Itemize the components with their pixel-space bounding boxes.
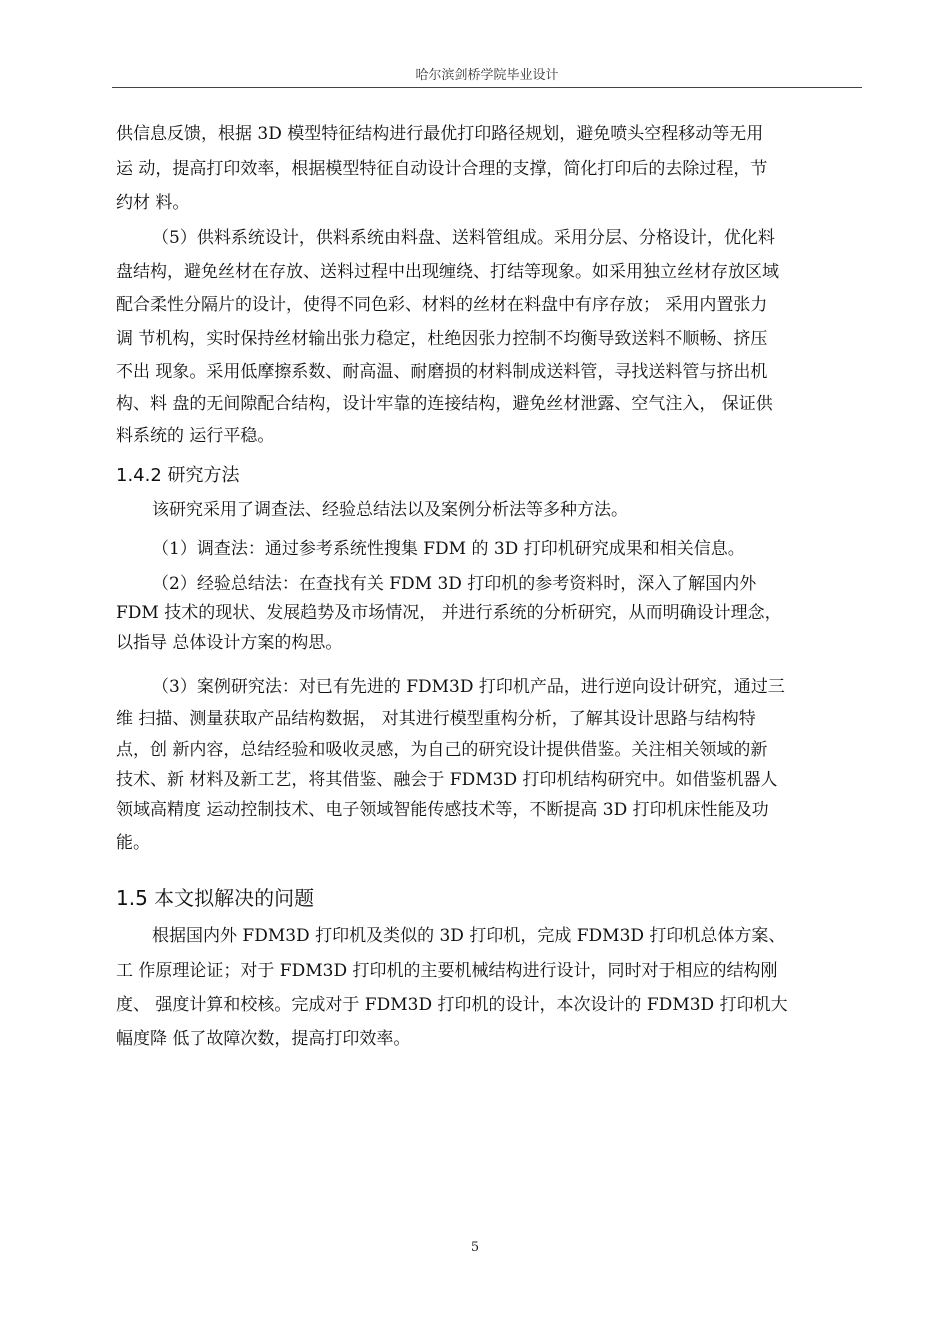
- body-line: （5）供料系统设计，供料系统由料盘、送料管组成。采用分层、分格设计，优化料: [152, 228, 775, 248]
- body-line: 幅度降 低了故障次数，提高打印效率。: [116, 1029, 411, 1049]
- body-line: 以指导 总体设计方案的构思。: [116, 633, 343, 653]
- section-heading-1-4-2: 1.4.2 研究方法: [116, 465, 240, 486]
- body-line: 点，创 新内容，总结经验和吸收灵感，为自己的研究设计提供借鉴。关注相关领域的新: [116, 740, 768, 760]
- body-line: 料系统的 运行平稳。: [116, 426, 275, 446]
- body-line: 该研究采用了调查法、经验总结法以及案例分析法等多种方法。: [152, 500, 628, 520]
- header-rule: [112, 87, 862, 88]
- body-line: 构、料 盘的无间隙配合结构，设计牢靠的连接结构，避免丝材泄露、空气注入， 保证供: [116, 394, 773, 414]
- body-line: 运 动，提高打印效率，根据模型特征自动设计合理的支撑，简化打印后的去除过程，节: [116, 159, 768, 179]
- page-header: 哈尔滨剑桥学院毕业设计: [415, 68, 559, 83]
- body-line: 领域高精度 运动控制技术、电子领域智能传感技术等，不断提高 3D 打印机床性能及功: [116, 800, 769, 820]
- body-line: （3）案例研究法：对已有先进的 FDM3D 打印机产品，进行逆向设计研究，通过三: [152, 677, 785, 697]
- page-number: 5: [470, 1240, 480, 1255]
- body-line: 技术、新 材料及新工艺，将其借鉴、融会于 FDM3D 打印机结构研究中。如借鉴机器人: [116, 770, 778, 790]
- body-line: 根据国内外 FDM3D 打印机及类似的 3D 打印机，完成 FDM3D 打印机总体方案、: [152, 926, 786, 946]
- body-line: 能。: [116, 833, 150, 853]
- body-line: 调 节机构，实时保持丝材输出张力稳定，杜绝因张力控制不均衡导致送料不顺畅、挤压: [116, 329, 768, 349]
- body-line: 工 作原理论证；对于 FDM3D 打印机的主要机械结构进行设计，同时对于相应的结构刚: [116, 961, 778, 981]
- body-line: 供信息反馈，根据 3D 模型特征结构进行最优打印路径规划，避免喷头空程移动等无用: [116, 124, 764, 144]
- body-line: 度、 强度计算和校核。完成对于 FDM3D 打印机的设计，本次设计的 FDM3D 打印机大: [116, 995, 788, 1015]
- section-heading-1-5: 1.5 本文拟解决的问题: [116, 886, 315, 910]
- body-line: （2）经验总结法：在查找有关 FDM 3D 打印机的参考资料时，深入了解国内外: [152, 574, 757, 594]
- body-line: 维 扫描、测量获取产品结构数据， 对其进行模型重构分析，了解其设计思路与结构特: [116, 709, 756, 729]
- body-line: 约材 料。: [116, 193, 190, 213]
- body-line: 配合柔性分隔片的设计，使得不同色彩、材料的丝材在料盘中有序存放； 采用内置张力: [116, 295, 768, 315]
- body-line: 盘结构，避免丝材在存放、送料过程中出现缠绕、打结等现象。如采用独立丝材存放区域: [116, 262, 779, 282]
- body-line: FDM 技术的现状、发展趋势及市场情况， 并进行系统的分析研究，从而明确设计理念，: [116, 603, 782, 623]
- body-line: （1）调查法：通过参考系统性搜集 FDM 的 3D 打印机研究成果和相关信息。: [152, 539, 745, 559]
- body-line: 不出 现象。采用低摩擦系数、耐高温、耐磨损的材料制成送料管，寻找送料管与挤出机: [116, 362, 768, 382]
